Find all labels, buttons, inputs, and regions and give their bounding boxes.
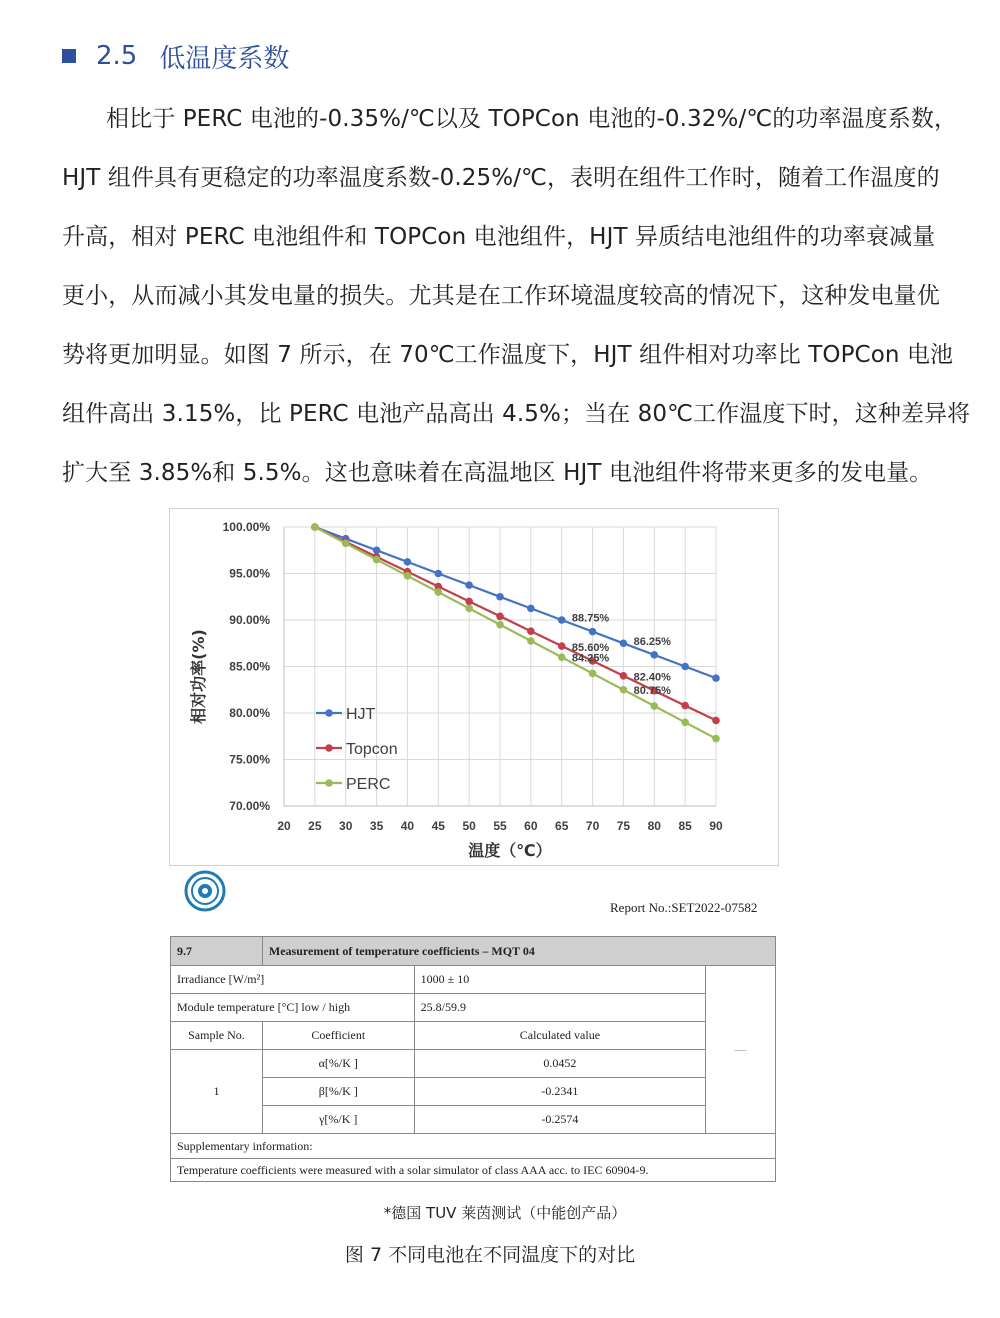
data-point-perc [650,702,658,710]
paragraph-line: HJT 组件具有更稳定的功率温度系数-0.25%/℃，表明在组件工作时，随着工作温度的 [62,165,940,191]
y-tick-label: 95.00% [229,566,270,581]
x-tick-label: 90 [709,819,723,833]
x-tick-label: 50 [462,819,476,833]
paragraph-line: 扩大至 3.85%和 5.5%。这也意味着在高温地区 HJT 电池组件将带来更多的发电量。 [62,460,933,486]
data-point-perc [342,539,350,547]
x-tick-label: 65 [555,819,569,833]
data-point-perc [311,523,319,531]
data-point-topcon [712,717,720,725]
paragraph-line: 升高，相对 PERC 电池组件和 TOPCon 电池组件，HJT 异质结电池组件的功率衰减量 [62,224,936,250]
x-tick-label: 55 [493,819,507,833]
section-number: 2.5 [96,41,138,71]
column-header-value: Calculated value [414,1022,705,1050]
test-note: *德国 TUV 莱茵测试（中能创产品） [383,1204,627,1222]
module-temperature-label: Module temperature [°C] low / high [171,994,415,1022]
data-point-perc [373,556,381,564]
supplementary-text: Temperature coefficients were measured with a solar simulator of class AAA acc. to IEC 60904-9. [171,1159,776,1182]
data-point-topcon [620,672,628,680]
legend-label: HJT [346,706,376,723]
x-tick-label: 40 [400,819,415,833]
legend-label: Topcon [346,741,398,758]
legend-marker [325,779,333,787]
heading-square-bullet [62,49,76,63]
data-point-perc [712,735,720,743]
data-point-topcon [681,702,689,710]
data-point-perc [558,653,566,661]
x-tick-label: 35 [369,819,384,833]
data-point-hjt [650,651,658,659]
data-point-perc [434,588,442,596]
data-point-perc [465,605,473,613]
paragraph-line: 势将更加明显。如图 7 所示，在 70℃工作温度下，HJT 组件相对功率比 TOPCon 电池 [62,342,954,368]
data-point-hjt [681,663,689,671]
data-point-hjt [465,581,473,589]
column-header-sample: Sample No. [171,1022,263,1050]
data-label: 88.75% [571,612,610,625]
supplementary-label: Supplementary information: [171,1134,776,1159]
data-point-hjt [589,628,597,636]
legend-marker [325,744,333,752]
table-header-row [171,937,776,966]
data-point-perc [620,686,628,694]
certification-logo-icon [184,870,226,912]
data-point-topcon [527,627,535,635]
data-point-hjt [496,593,504,601]
y-tick-label: 80.00% [229,706,270,720]
data-label: 84.25% [571,652,610,665]
table-row [171,966,776,994]
chart-svg [170,509,778,865]
table-row [171,994,776,1022]
data-label: 86.25% [633,635,671,648]
data-point-hjt [434,570,442,578]
x-tick-label: 30 [339,819,353,833]
coefficient-beta: β[%/K ] [262,1078,414,1106]
y-tick-label: 70.00% [229,799,270,813]
section-number-cell: 9.7 [171,937,263,966]
coefficient-gamma: γ[%/K ] [262,1106,414,1134]
data-point-perc [589,670,597,678]
column-header-coefficient: Coefficient [262,1022,414,1050]
data-label: 85.60% [571,641,610,654]
x-tick-label: 60 [524,819,538,833]
data-point-perc [404,572,412,580]
data-label: 82.40% [633,671,671,684]
paragraph-line: 更小，从而减小其发电量的损失。尤其是在工作环境温度较高的情况下，这种发电量优 [62,283,940,309]
data-point-perc [681,719,689,727]
data-label: 80.75% [633,685,671,698]
x-tick-label: 70 [585,819,600,833]
temperature-chart [169,508,779,866]
data-point-hjt [404,558,412,566]
x-tick-label: 75 [616,819,631,833]
legend-marker [325,709,333,717]
irradiance-value: 1000 ± 10 [414,966,705,994]
temperature-coefficient-table [170,936,776,1182]
module-temperature-value: 25.8/59.9 [414,994,705,1022]
sample-number: 1 [171,1050,263,1134]
data-point-perc [527,637,535,645]
supplementary-row [171,1159,776,1182]
data-point-hjt [558,616,566,624]
paragraph-line: 组件高出 3.15%，比 PERC 电池产品高出 4.5%；当在 80℃工作温度下时，这种差异将 [62,401,971,427]
value-gamma: -0.2574 [414,1106,705,1134]
y-tick-label: 90.00% [229,613,270,627]
value-beta: -0.2341 [414,1078,705,1106]
value-alpha: 0.0452 [414,1050,705,1078]
section-title: 低温度系数 [159,43,290,74]
supplementary-row [171,1134,776,1159]
table-row [171,1050,776,1078]
data-point-topcon [558,642,566,650]
data-point-topcon [496,612,504,620]
x-tick-label: 85 [678,819,692,833]
x-tick-label: 80 [647,819,661,833]
report-number: Report No.:SET2022-07582 [610,900,758,915]
side-mark: — [706,966,776,1134]
x-tick-label: 20 [277,819,291,833]
data-point-perc [496,621,504,629]
figure-caption: 图 7 不同电池在不同温度下的对比 [344,1244,636,1266]
section-title-cell: Measurement of temperature coefficients – MQT 04 [262,937,775,966]
y-axis-title: 相对功率(%) [189,629,208,724]
table-row [171,1022,776,1050]
y-tick-label: 75.00% [229,752,270,767]
x-axis-title: 温度（℃） [468,841,552,860]
data-point-hjt [620,639,628,647]
x-tick-label: 25 [308,819,322,833]
paragraph-line: 相比于 PERC 电池的-0.35%/℃以及 TOPCon 电池的-0.32%/℃的功率温度系数， [106,106,958,132]
legend-label: PERC [346,776,391,793]
data-point-hjt [527,605,535,613]
coefficient-alpha: α[%/K ] [262,1050,414,1078]
data-point-hjt [712,674,720,682]
y-tick-label: 100.00% [222,520,270,534]
data-point-topcon [465,598,473,606]
x-tick-label: 45 [431,819,445,833]
y-tick-label: 85.00% [229,659,270,674]
section-heading [62,38,289,74]
irradiance-label: Irradiance [W/m²] [171,966,415,994]
body-paragraph [62,94,971,507]
data-point-hjt [373,546,381,554]
